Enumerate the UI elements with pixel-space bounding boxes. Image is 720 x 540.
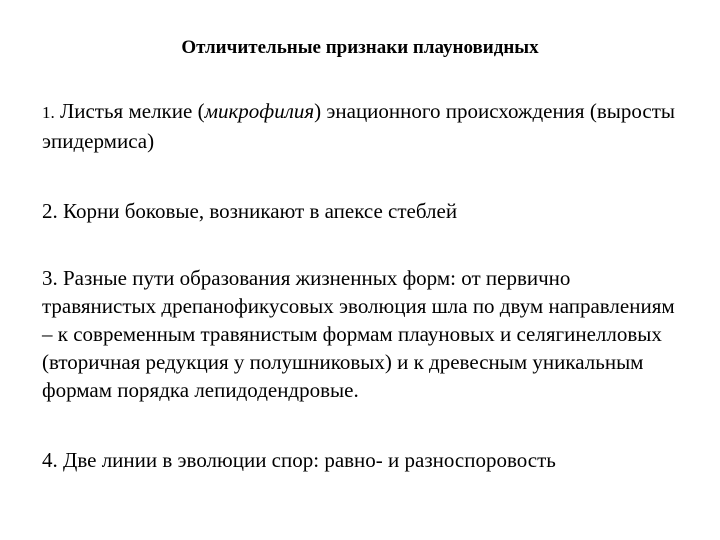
point-1-text-before: Листья мелкие ( xyxy=(54,99,205,123)
point-1-number: 1. xyxy=(42,103,55,122)
point-4: 4. Две линии в эволюции спор: равно- и разноспоровость xyxy=(42,448,556,472)
slide-title: Отличительные признаки плауновидных xyxy=(181,37,539,58)
point-1-text-after: ) энационного происхождения (выросты эпидермиса) xyxy=(42,99,675,153)
point-1-italic-term: микрофилия xyxy=(204,99,315,123)
point-3: 3. Разные пути образования жизненных форм: от первично травянистых дрепанофикусовых эволюция шла по двум направлениям – к современным травянистым формам плауновых и селягинелловых (вторичная редукция у полушниковых) и к древесным уникальным формам порядка лепидодендровые. xyxy=(42,266,675,402)
point-1 xyxy=(42,97,682,155)
point-2: 2. Корни боковые, возникают в апексе стеблей xyxy=(42,199,458,223)
